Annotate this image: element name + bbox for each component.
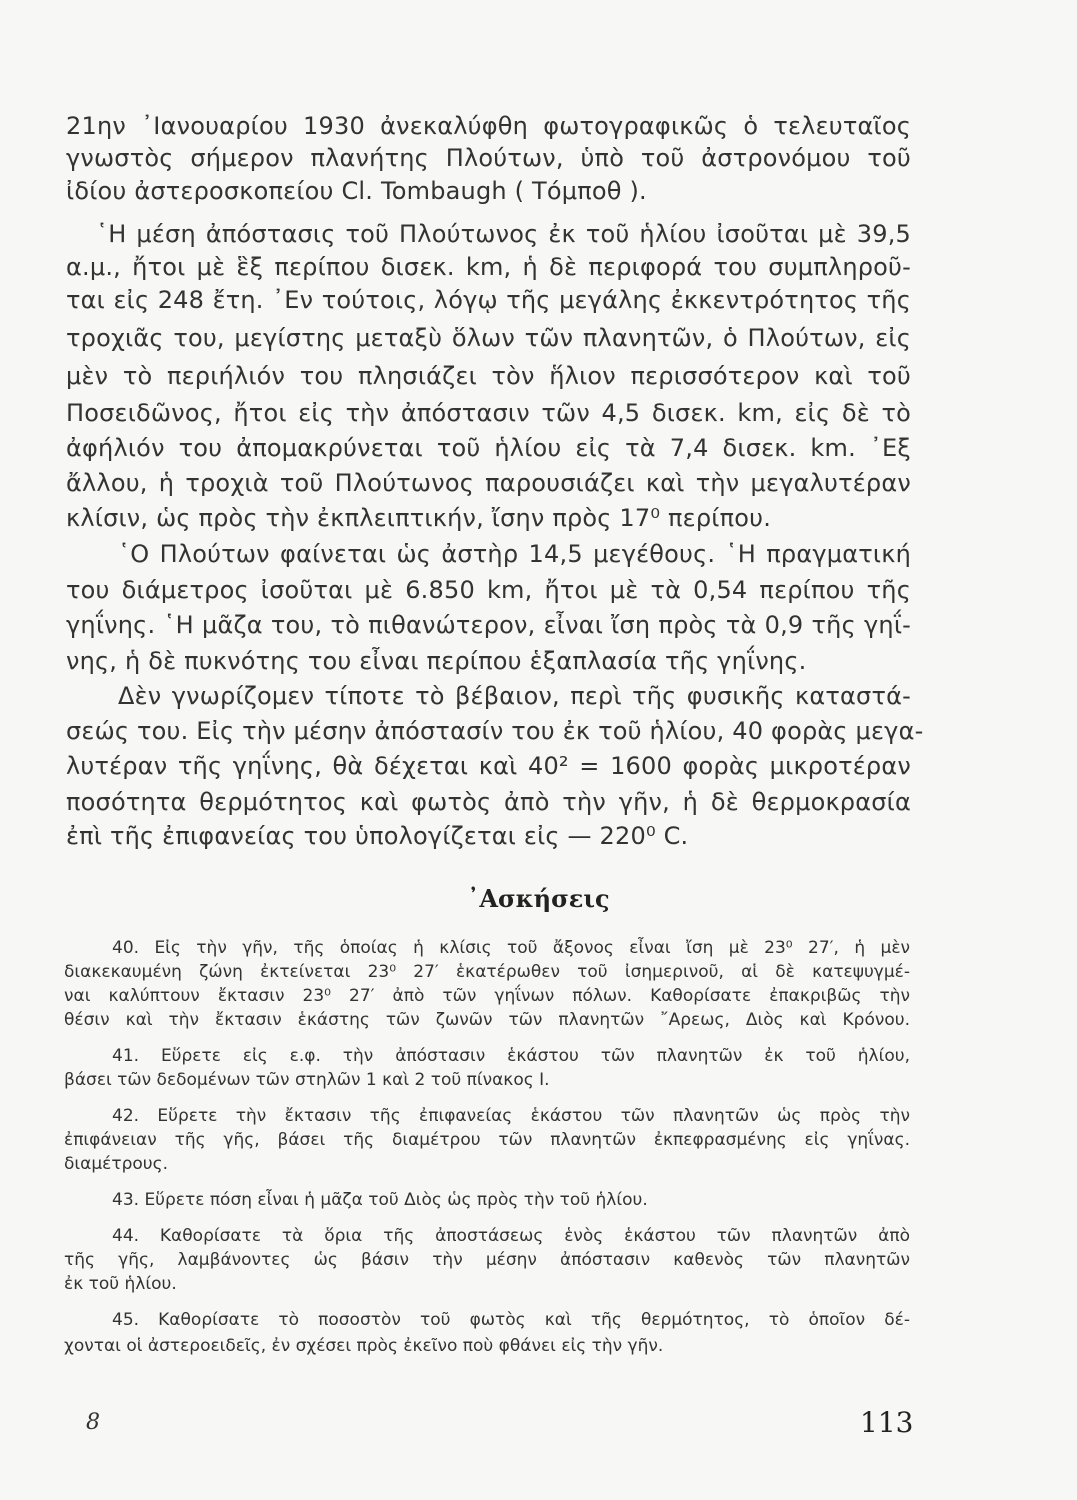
exercise-line: 45. Καθορίσατε τὸ ποσοστὸν τοῦ φωτὸς καὶ τῆς θερμότητος, τὸ ὁποῖον δέ- <box>112 1310 910 1330</box>
exercise-line: διαμέτρους. <box>64 1154 169 1174</box>
body-line: σεώς του. Εἰς τὴν μέσην ἀπόστασίν του ἐκ τοῦ ἡλίου, 40 φορὰς μεγα- <box>66 717 924 745</box>
body-line: ἀφήλιόν του ἀπομακρύνεται τοῦ ἡλίου εἰς τὰ 7,4 δισεκ. km. ᾿Εξ <box>66 434 911 462</box>
body-line: του διάμετρος ἰσοῦται μὲ 6.850 km, ἤτοι μὲ τὰ 0,54 περίπου τῆς <box>66 576 911 604</box>
exercise-line: 41. Εὕρετε εἰς ε.φ. τὴν ἀπόστασιν ἑκάστου τῶν πλανητῶν ἐκ τοῦ ἡλίου, <box>112 1046 910 1066</box>
exercise-line: 43. Εὕρετε πόση εἶναι ἡ μᾶζα τοῦ Διὸς ὡς πρὸς τὴν τοῦ ἡλίου. <box>112 1190 648 1210</box>
body-line: α.μ., ἤτοι μὲ ἓξ περίπου δισεκ. km, ἡ δὲ περιφορά του συμπληροῦ- <box>66 253 911 281</box>
signature-mark: 8 <box>86 1410 100 1435</box>
body-line: ἐπὶ τῆς ἐπιφανείας του ὑπολογίζεται εἰς — 220⁰ C. <box>66 822 689 850</box>
body-line: ποσότητα θερμότητος καὶ φωτὸς ἀπὸ τὴν γῆν, ἡ δὲ θερμοκρασία <box>66 788 911 816</box>
exercise-line: ἐπιφάνειαν τῆς γῆς, βάσει τῆς διαμέτρου τῶν πλανητῶν ἐκπεφρασμένης εἰς γηΐνας. <box>64 1130 910 1150</box>
exercise-line: διακεκαυμένη ζώνη ἐκτείνεται 23⁰ 27′ ἑκατέρωθεν τοῦ ἰσημερινοῦ, αἱ δὲ κατεψυγμέ- <box>64 962 910 982</box>
body-line: λυτέραν τῆς γηΐνης, θὰ δέχεται καὶ 40² = 1600 φορὰς μικροτέραν <box>66 752 911 780</box>
body-line: γνωστὸς σήμερον πλανήτης Πλούτων, ὑπὸ τοῦ ἀστρονόμου τοῦ <box>66 144 911 172</box>
body-line: ῾Ο Πλούτων φαίνεται ὡς ἀστὴρ 14,5 μεγέθους. ῾Η πραγματική <box>118 540 911 568</box>
exercise-line: βάσει τῶν δεδομένων τῶν στηλῶν 1 καὶ 2 τοῦ πίνακος Ι. <box>64 1070 550 1090</box>
exercise-line: 44. Καθορίσατε τὰ ὅρια τῆς ἀποστάσεως ἑνὸς ἑκάστου τῶν πλανητῶν ἀπὸ <box>112 1226 910 1246</box>
body-line: ῾Η μέση ἀπόστασις τοῦ Πλούτωνος ἐκ τοῦ ἡλίου ἰσοῦται μὲ 39,5 <box>96 220 911 248</box>
body-line: κλίσιν, ὡς πρὸς τὴν ἐκπλειπτικήν, ἴσην πρὸς 17⁰ περίπου. <box>66 504 772 532</box>
body-line: ἰδίου ἀστεροσκοπείου Cl. Tombaugh ( Τόμποθ ). <box>66 177 647 205</box>
body-line: ται εἰς 248 ἔτη. ᾿Εν τούτοις, λόγῳ τῆς μεγάλης ἐκκεντρότητος τῆς <box>66 286 911 314</box>
exercise-line: τῆς γῆς, λαμβάνοντες ὡς βάσιν τὴν μέσην ἀπόστασιν καθενὸς τῶν πλανητῶν <box>64 1250 910 1270</box>
body-line: ἄλλου, ἡ τροχιὰ τοῦ Πλούτωνος παρουσιάζει καὶ τὴν μεγαλυτέραν <box>66 469 911 497</box>
body-line: μὲν τὸ περιήλιόν του πλησιάζει τὸν ἥλιον περισσότερον καὶ τοῦ <box>66 362 911 390</box>
exercise-line: χονται οἱ ἀστεροειδεῖς, ἐν σχέσει πρὸς ἐκεῖνο ποὺ φθάνει εἰς τὴν γῆν. <box>64 1336 664 1356</box>
exercise-line: 40. Εἰς τὴν γῆν, τῆς ὁποίας ἡ κλίσις τοῦ ἄξονος εἶναι ἴση μὲ 23⁰ 27′, ἡ μὲν <box>112 938 910 958</box>
page-number: 113 <box>860 1406 914 1439</box>
exercise-line: 42. Εὕρετε τὴν ἔκτασιν τῆς ἐπιφανείας ἑκάστου τῶν πλανητῶν ὡς πρὸς τὴν <box>112 1106 910 1126</box>
body-line: τροχιᾶς του, μεγίστης μεταξὺ ὅλων τῶν πλανητῶν, ὁ Πλούτων, εἰς <box>66 324 911 352</box>
exercise-line: ἐκ τοῦ ἡλίου. <box>64 1274 177 1294</box>
body-line: 21ην ᾿Ιανουαρίου 1930 ἀνεκαλύφθη φωτογραφικῶς ὁ τελευταῖος <box>66 112 911 140</box>
section-heading: ᾿Ασκήσεις <box>467 884 610 913</box>
body-line: Ποσειδῶνος, ἤτοι εἰς τὴν ἀπόστασιν τῶν 4,5 δισεκ. km, εἰς δὲ τὸ <box>66 399 911 427</box>
body-line: γηΐνης. ῾Η μᾶζα του, τὸ πιθανώτερον, εἶναι ἴση πρὸς τὰ 0,9 τῆς γηΐ- <box>66 611 911 639</box>
exercise-line: θέσιν καὶ τὴν ἔκτασιν ἑκάστης τῶν ζωνῶν τῶν πλανητῶν ῎Αρεως, Διὸς καὶ Κρόνου. <box>64 1010 910 1030</box>
body-line: Δὲν γνωρίζομεν τίποτε τὸ βέβαιον, περὶ τῆς φυσικῆς καταστά- <box>118 682 911 710</box>
exercise-line: ναι καλύπτουν ἔκτασιν 23⁰ 27′ ἀπὸ τῶν γηΐνων πόλων. Καθορίσατε ἐπακριβῶς τὴν <box>64 986 910 1006</box>
body-line: νης, ἡ δὲ πυκνότης του εἶναι περίπου ἑξαπλασία τῆς γηΐνης. <box>66 647 807 675</box>
